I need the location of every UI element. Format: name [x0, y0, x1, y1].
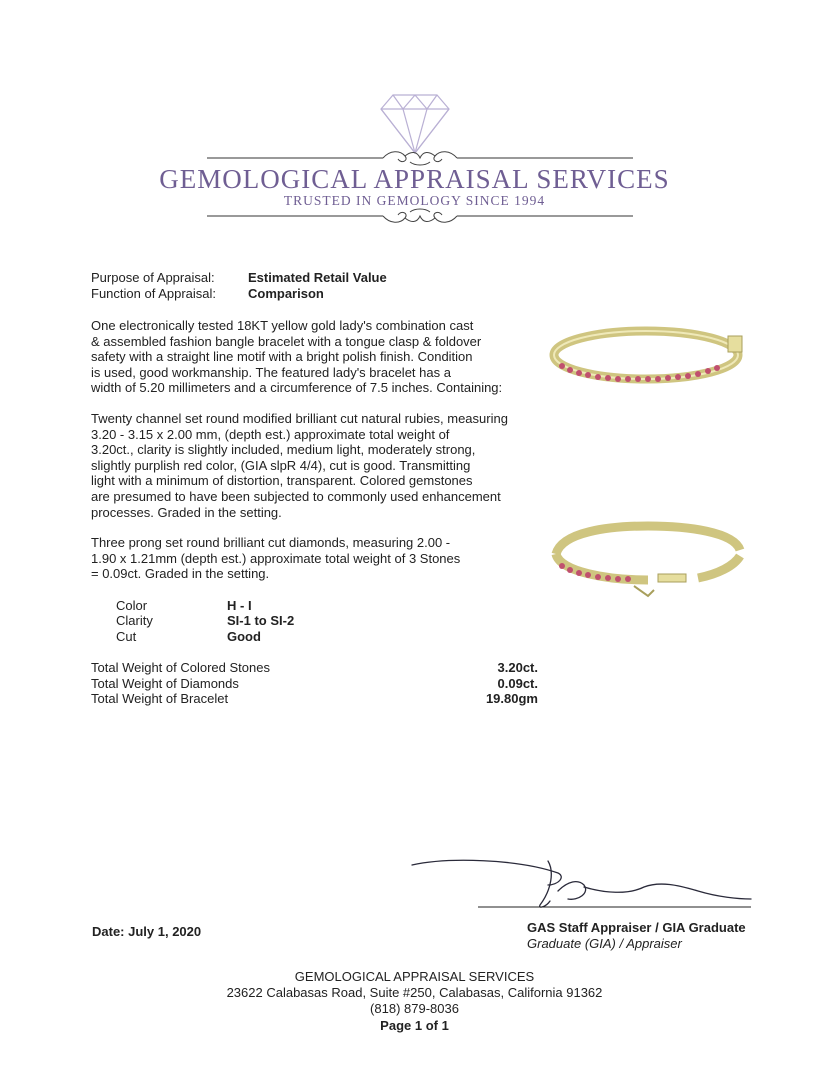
footer-phone: (818) 879-8036: [370, 1001, 459, 1016]
total-diamonds-label: Total Weight of Diamonds: [91, 676, 239, 691]
ruby-description: [91, 411, 508, 520]
grade-value-cut: Good: [227, 629, 261, 644]
description-line: One electronically tested 18KT yellow gold lady's combination cast: [91, 318, 474, 333]
ruby-line: 3.20ct., clarity is slightly included, medium light, moderately strong,: [91, 442, 476, 458]
diamond-line: Three prong set round brilliant cut diamonds, measuring 2.00 -: [91, 535, 451, 550]
purpose-value: Estimated Retail Value: [248, 270, 387, 285]
appraiser-signature: [408, 855, 753, 915]
bottom-flourish-divider: [205, 206, 635, 226]
description-line: is used, good workmanship. The featured lady's bracelet has a: [91, 364, 451, 380]
function-value: Comparison: [248, 286, 324, 301]
bracelet-photo-top: [548, 322, 748, 392]
purpose-label: Purpose of Appraisal:: [91, 270, 215, 285]
ruby-line: 3.20 - 3.15 x 2.00 mm, (depth est.) approximate total weight of: [91, 426, 450, 442]
ruby-line: slightly purplish red color, (GIA slpR 4/4), cut is good. Transmitting: [91, 457, 471, 473]
total-colored-stones-value: 3.20ct.: [497, 660, 538, 675]
ruby-line: Twenty channel set round modified brilliant cut natural rubies, measuring: [91, 411, 508, 426]
total-bracelet-value: 19.80gm: [485, 691, 538, 706]
item-description: [91, 318, 502, 396]
function-label: Function of Appraisal:: [91, 286, 217, 301]
bracelet-photo-bottom: [548, 520, 748, 602]
description-line: & assembled fashion bangle bracelet with a tongue clasp & foldover: [91, 333, 482, 349]
diamond-icon: [379, 92, 451, 156]
description-line: safety with a straight line motif with a bright polish finish. Condition: [91, 349, 473, 365]
page-number: Page 1 of 1: [380, 1018, 449, 1033]
company-title: GEMOLOGICAL APPRAISAL SERVICES: [159, 164, 670, 194]
description-line: width of 5.20 millimeters and a circumference of 7.5 inches. Containing:: [91, 380, 503, 396]
ruby-line: are presumed to have been subjected to commonly used enhancement: [91, 488, 501, 504]
ruby-line: light with a minimum of distortion, transparent. Colored gemstones: [91, 473, 473, 489]
company-tagline: TRUSTED IN GEMOLOGY SINCE 1994: [283, 193, 546, 208]
appraiser-title: GAS Staff Appraiser / GIA Graduate: [527, 920, 746, 935]
total-diamonds-value: 0.09ct.: [497, 676, 538, 691]
footer-company: GEMOLOGICAL APPRAISAL SERVICES: [294, 969, 535, 984]
diamond-line: = 0.09ct. Graded in the setting.: [91, 566, 270, 582]
total-bracelet-label: Total Weight of Bracelet: [91, 691, 229, 706]
ruby-line: processes. Graded in the setting.: [91, 504, 282, 520]
grade-label-color: Color: [116, 598, 148, 613]
appraiser-subtitle: Graduate (GIA) / Appraiser: [527, 936, 682, 951]
appraisal-date: Date: July 1, 2020: [92, 924, 202, 939]
grade-value-color: H - I: [227, 598, 252, 613]
diamond-description: [91, 535, 460, 582]
grade-value-clarity: SI-1 to SI-2: [227, 613, 295, 628]
diamond-line: 1.90 x 1.21mm (depth est.) approximate total weight of 3 Stones: [91, 550, 461, 566]
total-colored-stones-label: Total Weight of Colored Stones: [91, 660, 270, 675]
grade-label-clarity: Clarity: [116, 613, 153, 628]
grade-label-cut: Cut: [116, 629, 137, 644]
footer-address: 23622 Calabasas Road, Suite #250, Calabasas, California 91362: [226, 985, 603, 1000]
